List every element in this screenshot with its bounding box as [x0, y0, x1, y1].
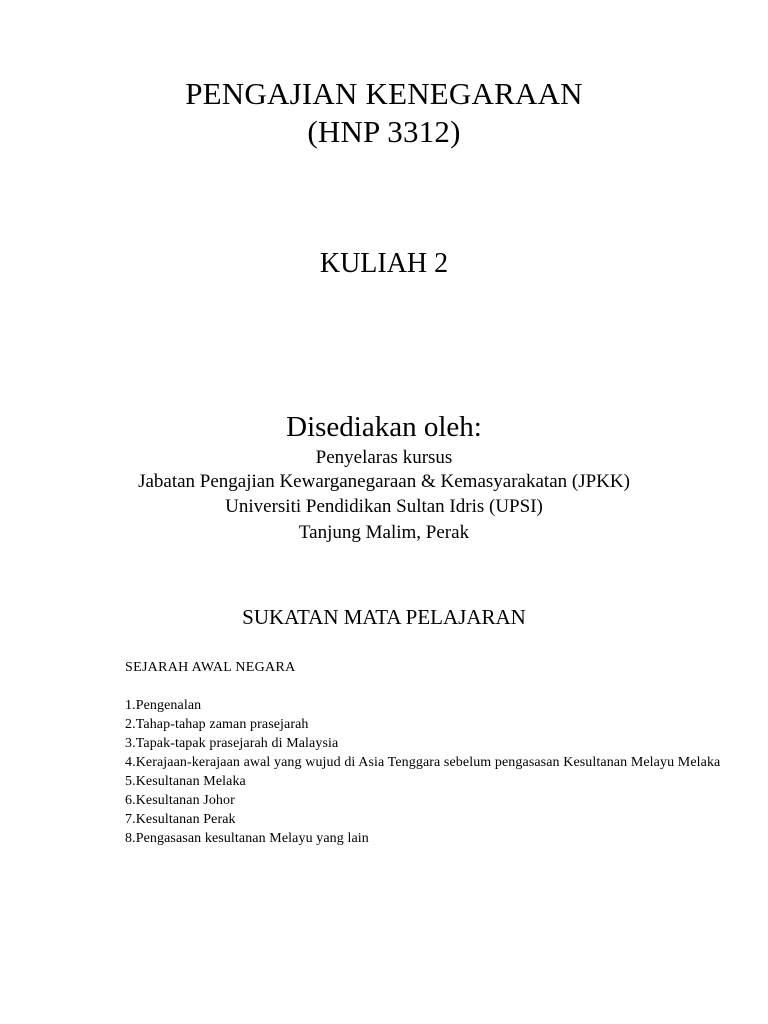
list-item: 6.Kesultanan Johor [125, 793, 235, 808]
list-item: 7.Kesultanan Perak [125, 812, 236, 827]
course-title: PENGAJIAN KENEGARAAN [185, 76, 583, 111]
lecture-number: KULIAH 2 [319, 248, 449, 279]
list-item: 2.Tahap-tahap zaman prasejarah [125, 717, 309, 732]
list-item: 3.Tapak-tapak prasejarah di Malaysia [125, 736, 339, 751]
prepared-by-heading: Disediakan oleh: [286, 411, 482, 443]
list-item: 5.Kesultanan Melaka [125, 774, 246, 789]
syllabus-heading: SUKATAN MATA PELAJARAN [242, 605, 526, 629]
department-name: Jabatan Pengajian Kewarganegaraan & Kemasyarakatan (JPKK) [138, 471, 630, 492]
syllabus-list [125, 658, 745, 848]
coordinator-label: Penyelaras kursus [315, 447, 453, 468]
list-item: 1.Pengenalan [125, 698, 202, 713]
course-code: (HNP 3312) [307, 114, 461, 149]
university-name: Universiti Pendidikan Sultan Idris (UPSI) [225, 496, 543, 517]
list-item: 4.Kerajaan-kerajaan awal yang wujud di Asia Tenggara sebelum pengasasan Kesultanan Melayu Melaka [125, 755, 721, 770]
location: Tanjung Malim, Perak [298, 522, 470, 543]
list-item: 8.Pengasasan kesultanan Melayu yang lain [125, 831, 369, 846]
syllabus-items [125, 696, 745, 848]
syllabus-section-title: SEJARAH AWAL NEGARA [125, 660, 296, 675]
